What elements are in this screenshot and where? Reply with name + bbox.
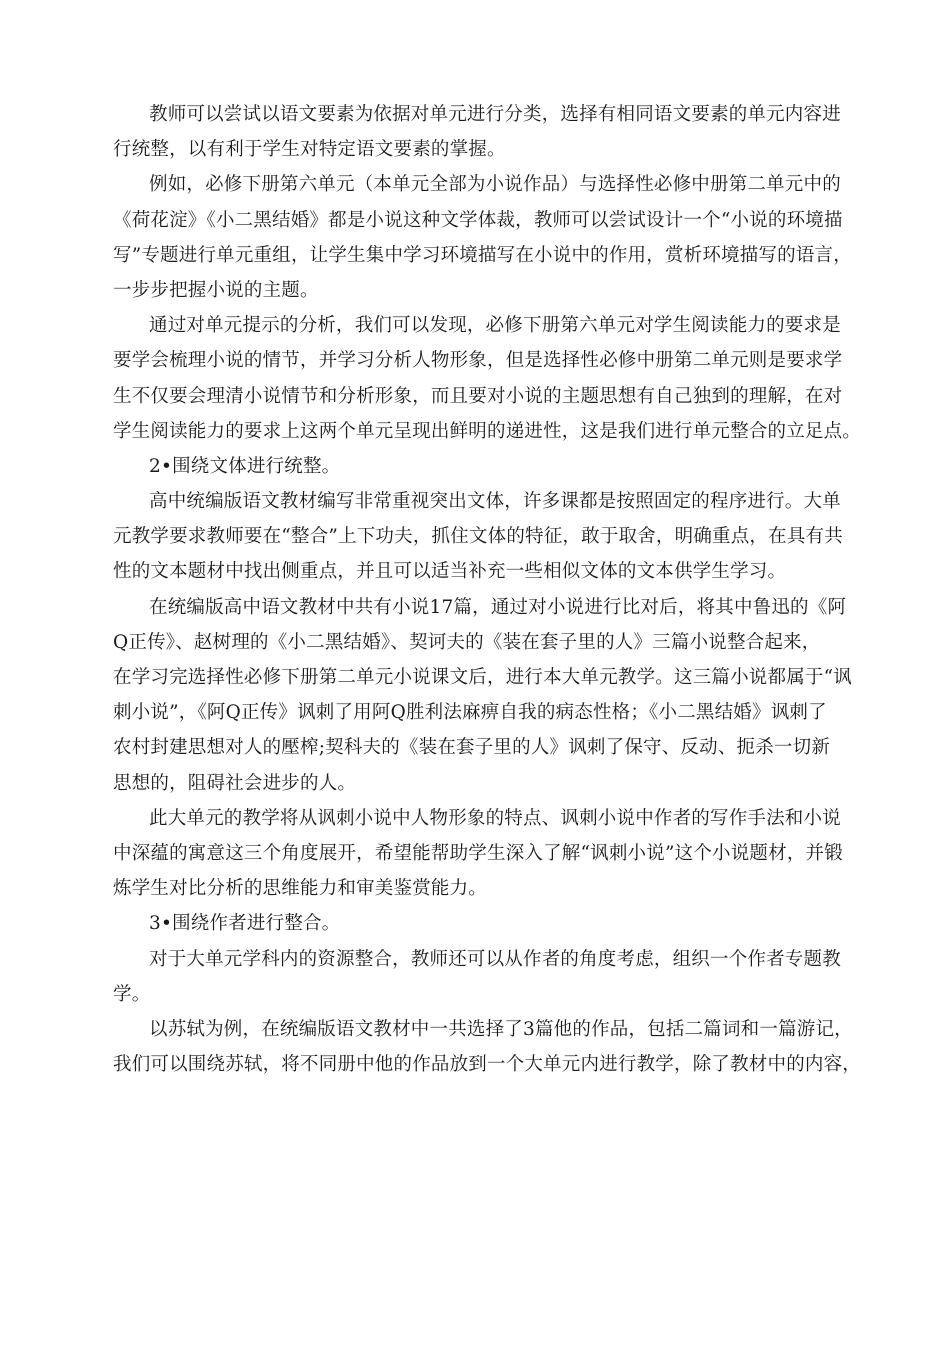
section-heading: 2•围绕文体进行统整。 — [149, 455, 341, 477]
paragraph-7 — [113, 942, 841, 1012]
section-heading-3 — [113, 906, 835, 941]
text-line: 以苏轼为例，在统编版语文教材中一共选择了3篇他的作品，包括二篇词和一篇游记， — [149, 1018, 853, 1040]
text-line: 中深蕴的寓意这三个角度展开，希望能帮助学生深入了解“讽刺小说”这个小说题材，并锻 — [113, 842, 843, 864]
paragraph-4 — [113, 484, 843, 590]
text-line: 对于大单元学科内的资源整合，教师还可以从作者的角度考虑，组织一个作者专题教 — [149, 948, 841, 970]
text-line: 此大单元的教学将从讽刺小说中人物形象的特点、讽刺小说中作者的写作手法和小说 — [149, 807, 841, 829]
paragraph-8 — [113, 1012, 862, 1082]
text-line: 通过对单元提示的分析，我们可以发现，必修下册第六单元对学生阅读能力的要求是 — [149, 315, 841, 337]
text-line: 我们可以围绕苏轼，将不同册中他的作品放到一个大单元内进行教学，除了教材中的内容， — [113, 1054, 862, 1076]
text-line: 学生阅读能力的要求上这两个单元呈现出鲜明的递进性，这是我们进行单元整合的立足点。 — [113, 420, 862, 442]
section-heading-2 — [113, 449, 835, 484]
text-line: 要学会梳理小说的情节，并学习分析人物形象，但是选择性必修中册第二单元则是要求学 — [113, 350, 843, 372]
text-line: 元教学要求教师要在“整合”上下功夫，抓住文体的特征，敢于取舍，明确重点，在具有共 — [113, 526, 843, 548]
document-body — [113, 97, 862, 1082]
paragraph-3 — [113, 308, 862, 449]
text-line: 刺小说”，《阿Q正传》讽刺了用阿Q胜利法麻痹自我的病态性格；《小二黑结婚》讽刺了 — [113, 702, 827, 724]
text-line: 生不仅要会理清小说情节和分析形象，而且要对小说的主题思想有自己独到的理解，在对 — [113, 385, 843, 407]
text-line: 高中统编版语文教材编写非常重视突出文体，许多课都是按照固定的程序进行。大单 — [149, 491, 841, 513]
text-line: 教师可以尝试以语文要素为依据对单元进行分类，选择有相同语文要素的单元内容进 — [149, 104, 841, 125]
text-line: 农村封建思想对人的壓榨;契科夫的《装在套子里的人》讽刺了保守、反动、扼杀一切新 — [113, 737, 831, 759]
text-line: 炼学生对比分析的思维能力和审美鉴赏能力。 — [113, 878, 488, 900]
text-line: Q正传》、赵树理的《小二黑结婚》、契诃夫的《装在套子里的人》三篇小说整合起来， — [113, 631, 821, 653]
text-line: 学。 — [113, 983, 151, 1005]
paragraph-2 — [113, 167, 852, 308]
paragraph-1 — [113, 97, 841, 167]
text-line: 思想的，阻碍社会进步的人。 — [113, 772, 357, 794]
text-line: 性的文本题材中找出侧重点，并且可以适当补充一些相似文体的文本供学生学习。 — [113, 561, 787, 583]
section-heading: 3•围绕作者进行整合。 — [149, 913, 341, 935]
text-line: 例如，必修下册第六单元（本单元全部为小说作品）与选择性必修中册第二单元中的 — [149, 174, 841, 196]
text-line: 在学习完选择性必修下册第二单元小说课文后，进行本大单元教学。这三篇小说都属于“讽 — [113, 667, 852, 688]
text-line: 一步步把握小说的主题。 — [113, 279, 319, 301]
text-line: 在统编版高中语文教材中共有小说17篇，通过对小说进行比对后，将其中鲁迅的《阿 — [149, 596, 847, 618]
text-line: 《荷花淀》《小二黑结婚》都是小说这种文学体裁，教师可以尝试设计一个“小说的环境描 — [113, 209, 843, 231]
paragraph-6 — [113, 801, 843, 907]
text-line: 写”专题进行单元重组，让学生集中学习环境描写在小说中的作用，赏析环境描写的语言， — [113, 244, 852, 266]
text-line: 行统整，以有利于学生对特定语文要素的掌握。 — [113, 139, 506, 161]
paragraph-5 — [113, 590, 852, 801]
